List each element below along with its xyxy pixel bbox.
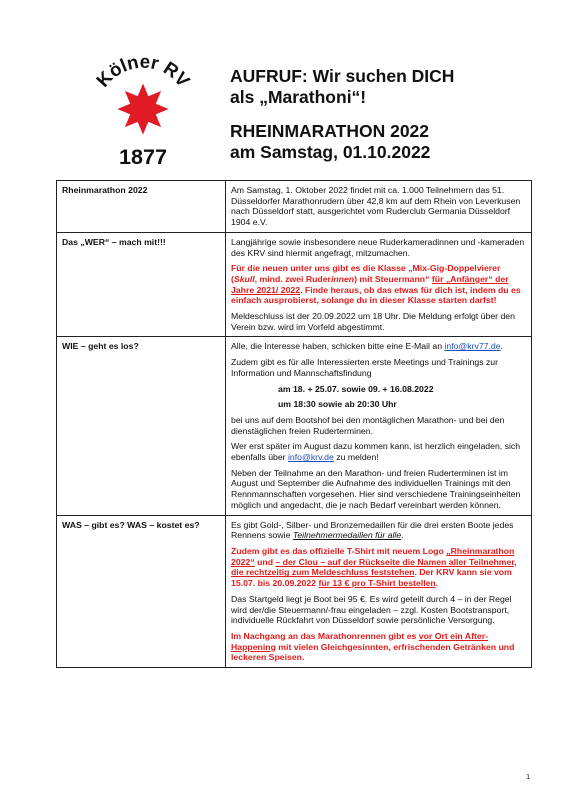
text-span: Im Nachgang an das Marathonrennen gibt es <box>231 630 419 641</box>
logo-year: 1877 <box>118 144 168 170</box>
text-span: Zudem gibt es das offizielle T-Shirt mit neuem Logo <box>231 545 447 556</box>
logo-arc-text: Kölner RV <box>91 52 195 91</box>
row-content <box>226 337 532 515</box>
text-span: innen <box>330 273 355 284</box>
email-link[interactable]: info@krv.de <box>288 452 334 463</box>
table-row <box>57 515 532 667</box>
text-span: ) mit Steuermann“ <box>354 273 432 284</box>
info-table <box>56 180 532 668</box>
row-label: WIE – geht es los? <box>57 337 226 515</box>
paragraph: Am Samstag, 1. Oktober 2022 findet mit ca. 1.000 Teilnehmern das 51. Düsseldorfer Marathonrudern über 42,8 km auf dem Rhein von Leverkusen nach Düsseldorf statt, ausgerichtet vom Ruderclub Germania Düsseldorf 1904 e.V. <box>231 185 521 228</box>
training-dates: am 18. + 25.07. sowie 09. + 16.08.2022 <box>278 383 434 394</box>
highlight-paragraph <box>231 546 526 589</box>
paragraph <box>231 341 526 352</box>
paragraph: Neben der Teilnahme an den Marathon- und freien Ruderterminen ist im August und September die Aufnahme des individuellen Trainings mit den Rennmannschaften vorgesehen. Hier sind verschiedene Trainingseinheiten möglich und angedacht, die je nach Bedarf vereinbart werden können. <box>231 467 521 510</box>
row-content <box>226 181 532 233</box>
text-span: . <box>401 530 404 541</box>
text-span: „Rheinmarathon 2022“ <box>231 545 515 567</box>
text-span: Alle, die Interesse haben, schicken bitte eine E-Mail an <box>231 341 445 352</box>
paragraph: Zudem gibt es für alle Interessierten erste Meetings und Trainings zur Information und Mannschaftsfindung <box>231 357 499 378</box>
text-span: Wer erst später im August dazu kommen kann, ist herzlich eingeladen, sich ebenfalls über <box>231 441 521 463</box>
text-span: vor Ort ein After-Happening <box>231 630 488 652</box>
text-span: , mind. zwei Ruder <box>254 273 331 284</box>
highlight-paragraph <box>231 263 526 306</box>
text-span: . <box>500 341 504 352</box>
row-label: WAS – gibt es? WAS – kostet es? <box>57 515 226 667</box>
page-number: 1 <box>526 774 530 781</box>
paragraph <box>231 441 526 462</box>
text-span: . Finde heraus, ob das etwas für dich ist, indem du es einfach ausprobierst, solange du in dieser Klasse starten darfst! <box>231 284 521 306</box>
heading-line-3: RHEINMARATHON 2022 <box>230 121 430 141</box>
paragraph: Das Startgeld liegt je Boot bei 95 €. Es wird geteilt durch 4 – in der Regel wird der/die Steuermann/-frau eingeladen – zzgl. Kosten Bootstransport, individuelle Rückfahrt von Düsseldorf sowie persönliche Versorgung. <box>231 593 512 626</box>
row-content <box>226 515 532 667</box>
text-span: für 13 € pro T-Shirt bestellen <box>318 578 436 589</box>
highlight-paragraph <box>231 631 526 663</box>
paragraph: bei uns auf dem Bootshof bei den montäglichen Marathon- und bei den dienstäglichen freien Ruderterminen. <box>231 414 505 436</box>
red-star-icon <box>117 83 168 134</box>
text-span: zu melden! <box>333 452 379 463</box>
row-label: Das „WER“ – mach mit!!! <box>57 232 226 337</box>
paragraph <box>231 520 526 541</box>
page-heading <box>230 66 560 163</box>
text-span: – der Clou – auf der Rückseite die Namen aller Teilnehmer, die rechtzeitig zum Meldeschluss feststehen <box>231 556 517 578</box>
heading-line-2: als „Marathoni“! <box>230 87 367 107</box>
paragraph: Langjährige sowie insbesondere neue Ruderkameradinnen und -kameraden des KRV sind hiermit angefragt, mitzumachen. <box>231 236 525 258</box>
text-span: Teilnehmermedaillen für alle <box>292 530 402 541</box>
heading-line-4: am Samstag, 01.10.2022 <box>230 142 431 162</box>
text-span: mit vielen Gleichgesinnten, erfrischenden Getränken und leckeren Speisen. <box>231 641 515 663</box>
text-span: Skull <box>233 273 255 284</box>
table-row <box>57 337 532 515</box>
table-row <box>57 232 532 337</box>
email-link[interactable]: info@krv77.de <box>444 341 501 352</box>
row-content <box>226 232 532 337</box>
text-span: . Der KRV kann sie vom 15.07. bis 20.09.2022 <box>231 567 512 589</box>
heading-line-1: AUFRUF: Wir suchen DICH <box>230 66 455 86</box>
text-span: . <box>435 578 439 589</box>
paragraph: Meldeschluss ist der 20.09.2022 um 18 Uhr. Die Meldung erfolgt über den Verein bzw. wird im Vorfeld abgestimmt. <box>231 311 515 332</box>
text-span: für „Anfänger“ der Jahre 2021/ 2022 <box>231 273 509 295</box>
table-row <box>57 181 532 233</box>
row-label: Rheinmarathon 2022 <box>57 181 226 233</box>
training-times: um 18:30 sowie ab 20:30 Uhr <box>278 399 397 410</box>
text-span: Es gibt Gold-, Silber- und Bronzemedaillen für die drei ersten Boote jedes Rennens sowie <box>231 519 514 541</box>
text-span: Für die neuen unter uns gibt es die Klasse „Mix-Gig-Doppelvierer ( <box>231 263 501 284</box>
koelner-rv-logo <box>84 52 202 170</box>
text-span: und <box>254 556 276 567</box>
